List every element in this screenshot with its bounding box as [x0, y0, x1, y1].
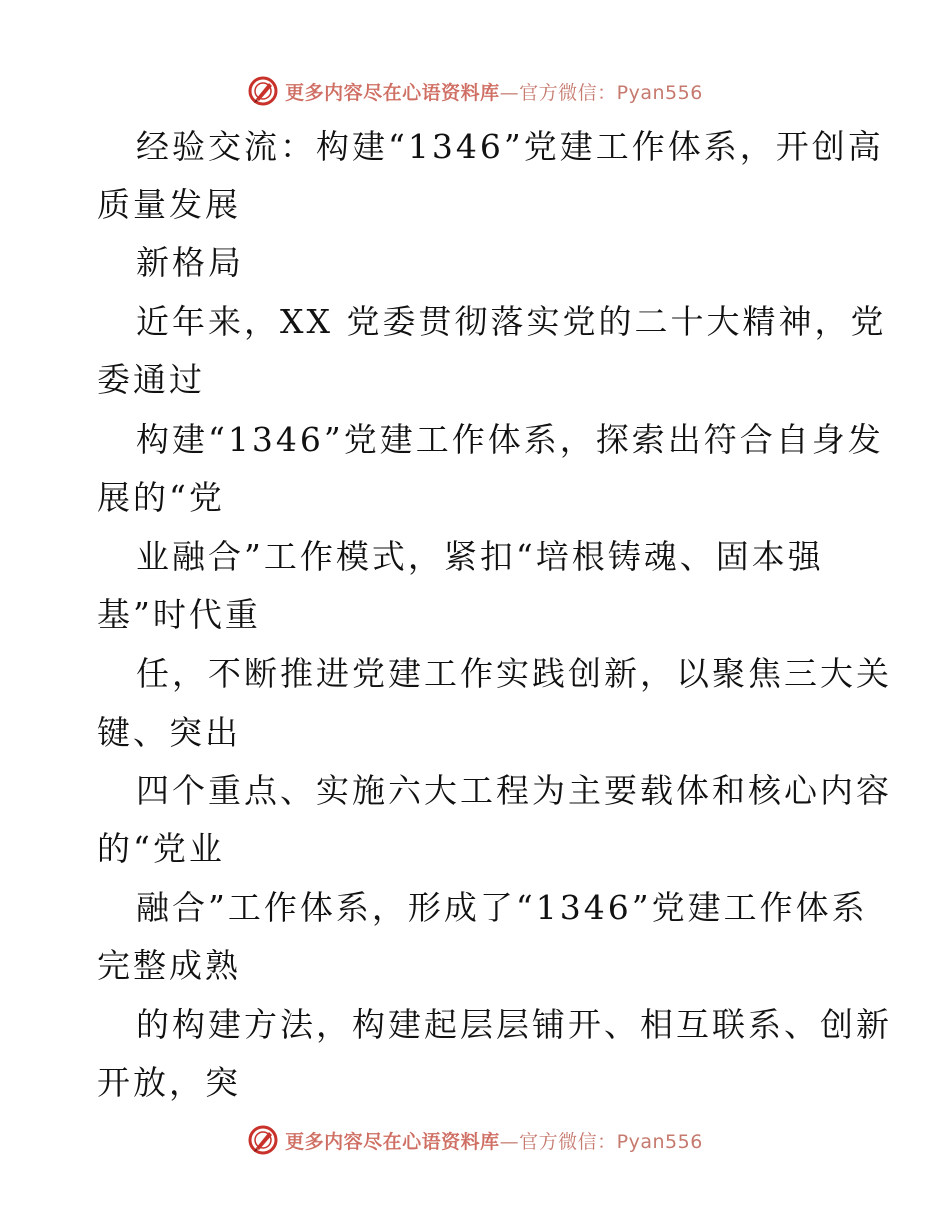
text-line: 四个重点、实施六大工程为主要载体和核心内容 [136, 771, 892, 810]
text-line: 质量发展 [97, 185, 241, 224]
text-line: 任，不断推进党建工作实践创新，以聚焦三大关 [136, 654, 892, 693]
text-line: 的构建方法，构建起层层铺开、相互联系、创新 [136, 1005, 892, 1044]
text-line: 开放，突 [97, 1063, 241, 1102]
quill-pen-circle-logo-icon [247, 1124, 279, 1156]
text-line: 完整成熟 [97, 946, 241, 985]
text-line: 基”时代重 [97, 595, 261, 634]
watermark-contact: 官方微信：Pyan556 [519, 81, 703, 104]
watermark-dash: — [499, 81, 520, 104]
watermark-dash: — [499, 1130, 520, 1153]
watermark-site-name: 更多内容尽在心语资料库 [285, 1130, 500, 1153]
text-line: 键、突出 [97, 713, 241, 752]
text-line: 经验交流：构建“1346”党建工作体系，开创高 [136, 127, 884, 166]
footer-watermark [0, 1120, 950, 1160]
text-line: 融合”工作体系，形成了“1346”党建工作体系 [136, 888, 868, 927]
text-line: 构建“1346”党建工作体系，探索出符合自身发 [136, 420, 884, 459]
text-line: 的“党业 [97, 829, 225, 868]
watermark-contact: 官方微信：Pyan556 [519, 1130, 703, 1153]
text-line: 近年来，XX 党委贯彻落实党的二十大精神，党 [136, 302, 887, 341]
watermark-site-name: 更多内容尽在心语资料库 [285, 81, 500, 104]
text-line: 委通过 [97, 360, 205, 399]
text-line: 展的“党 [97, 478, 225, 517]
text-line: 业融合”工作模式，紧扣“培根铸魂、固本强 [136, 537, 824, 576]
text-line: 新格局 [136, 243, 244, 282]
